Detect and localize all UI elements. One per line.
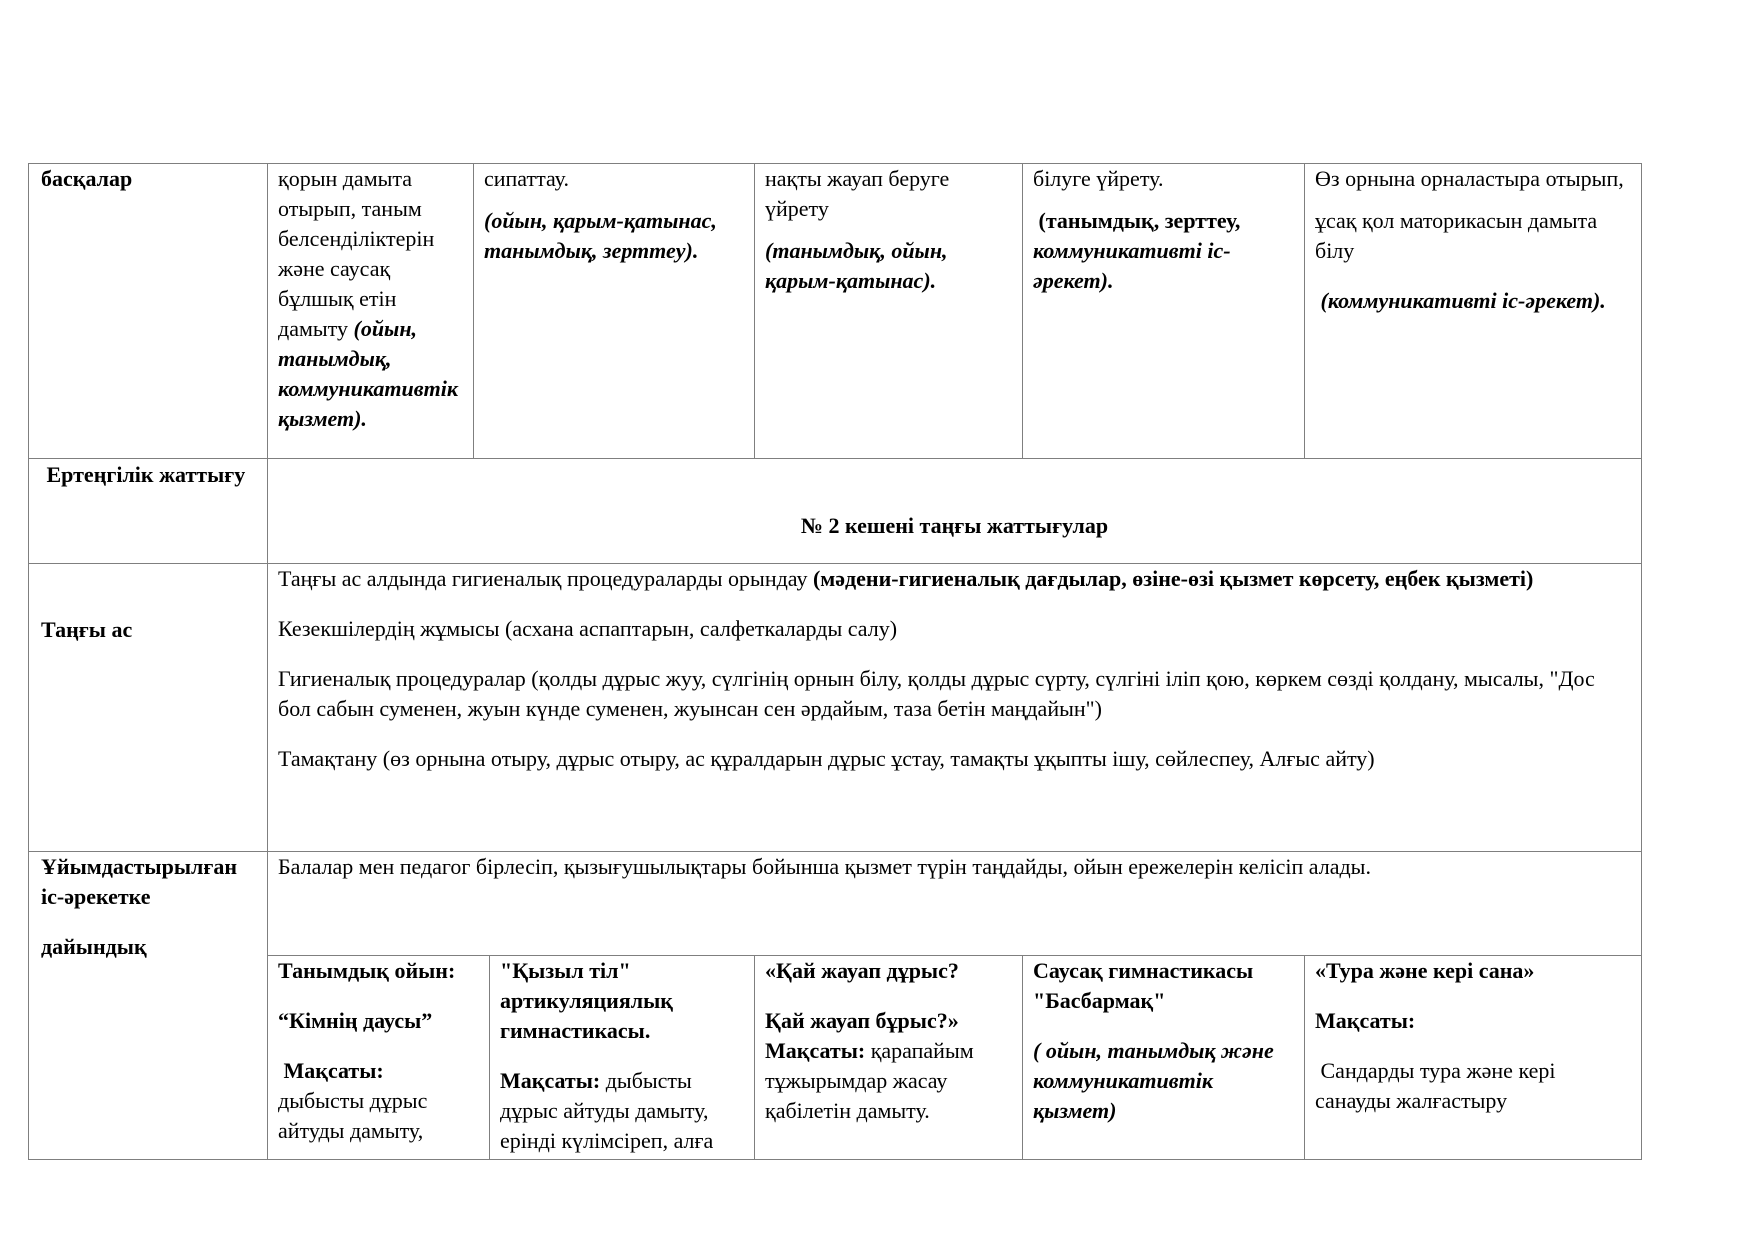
row4-cell-5-goal [1315, 1056, 1631, 1116]
row4-cell-2 [490, 956, 754, 1156]
row1-cell-5-line1: Өз орнына орналастыра отырып, [1315, 166, 1624, 191]
row4-cell-2-title: "Қызыл тіл" артикуляциялық гимнастикасы. [500, 958, 673, 1043]
row1-cell-2-tag: (ойын, қарым-қатынас, танымдық, зерттеу). [484, 208, 717, 263]
row3-para-4: Тамақтану (өз орнына отыру, дұрыс отыру, ас құралдарын дұрыс ұстау, тамақты ұқыпты ішу, сөйлеспеу, Алғыс айту) [278, 746, 1375, 771]
row2-label-text: Ертеңгілік жаттығу [46, 462, 246, 487]
row4-cell-4-title: Саусақ гимнастикасы "Басбармақ" [1033, 958, 1254, 1013]
row4-cell-3 [755, 956, 1022, 1126]
row3-para-1 [278, 564, 1631, 594]
row3-para-3: Гигиеналық процедуралар (қолды дұрыс жуу, сүлгінің орнын білу, қолды дұрыс сүрту, сүлгіні іліп қою, көркем сөзді қолдану, мысалы, "Дос бол сабын суменен, жуын күнде суменен, жуынсан сен әрдайым, таза бетін маңдайын") [278, 666, 1595, 721]
row4-cell-1-goal-text: дыбысты дұрыс айтуды дамыту, [278, 1088, 428, 1143]
table-border-bottom [28, 1159, 1641, 1160]
row2-content-cell [268, 511, 1641, 541]
row4-cell-1 [268, 956, 489, 1146]
row1-cell-2-text: сипаттау. [484, 166, 569, 191]
row4-cell-1-title2: “Кімнің даусы” [278, 1008, 433, 1033]
row1-label: басқалар [41, 166, 133, 191]
row4-label-line2: дайындық [41, 934, 147, 959]
row4-cell-4-tag: ( ойын, танымдық және коммуникативтік қызмет) [1033, 1038, 1274, 1123]
row3-para-1-text: Таңғы ас алдында гигиеналық процедураларды орындау [278, 566, 813, 591]
row4-cell-2-goal-text: дыбысты дұрыс айтуды дамыту, ерінді күлімсіреп, алға [500, 1068, 714, 1153]
row4-label-cell [31, 852, 265, 962]
row1-cell-2 [474, 164, 754, 266]
row3-label: Таңғы ас [41, 617, 133, 642]
row2-content: № 2 кешені таңғы жаттығулар [800, 513, 1109, 538]
row1-cell-4-text: білуге үйрету. [1033, 166, 1164, 191]
row1-cell-4-tag-italic: коммуникативті іс-әрекет). [1033, 238, 1231, 293]
row3-para-1-bold: (мәдени-гигиеналық дағдылар, өзіне-өзі қызмет көрсету, еңбек қызметі) [812, 566, 1534, 591]
row4-cell-3-goal-text: қарапайым тұжырымдар жасау қабілетін дамыту. [765, 1038, 974, 1123]
row1-cell-4 [1023, 164, 1304, 296]
row3-para-2: Кезекшілердің жұмысы (асхана аспаптарын, салфеткаларды салу) [278, 616, 898, 641]
row4-cell-1-title1: Танымдық ойын: [278, 958, 456, 983]
row1-cell-4-tag-bold: (танымдық, зерттеу, [1038, 208, 1241, 233]
row4-cell-4 [1023, 956, 1304, 1126]
row1-cell-5-tag [1315, 286, 1631, 316]
row4-label-line1: Ұйымдастырылған іс-әрекетке [41, 854, 238, 909]
row1-cell-3-tag: (танымдық, ойын, қарым-қатынас). [765, 238, 948, 293]
row4-cell-3-title2: Қай жауап бұрыс?» [765, 1008, 959, 1033]
row1-cell-4-tag [1033, 206, 1294, 296]
row4-intro-cell [268, 852, 1641, 882]
row1-label-cell [31, 164, 265, 194]
row1-cell-5-line2: ұсақ қол маторикасын дамыта білу [1315, 208, 1598, 263]
row1-cell-5-tag-text: (коммуникативті іс-әрекет). [1320, 288, 1606, 313]
row4-cell-5-goal-label: Мақсаты: [1315, 1008, 1416, 1033]
row3-label-cell [31, 615, 265, 645]
table-border-right [1641, 163, 1642, 1160]
row4-cell-5 [1305, 956, 1641, 1116]
row2-label [41, 460, 255, 490]
row4-intro: Балалар мен педагог бірлесіп, қызығушылықтары бойынша қызмет түрін таңдайды, ойын ережелерін келісіп алады. [278, 854, 1371, 879]
row4-cell-5-title: «Тура және кері сана» [1315, 958, 1535, 983]
row3-content-cell [268, 564, 1641, 774]
row1-cell-5 [1305, 164, 1641, 316]
row4-cell-3-goal-label: Мақсаты: [765, 1038, 866, 1063]
row1-cell-1-tag: (ойын, танымдық, коммуникативтік қызмет). [278, 316, 458, 431]
row2-label-cell [31, 460, 265, 490]
table-border-row2 [28, 458, 1641, 459]
row4-cell-3-goal [765, 1036, 1012, 1126]
row1-cell-1-text [278, 164, 463, 434]
row1-cell-1 [268, 164, 473, 434]
row4-cell-1-goal-label [278, 1056, 479, 1086]
row4-cell-2-goal [500, 1066, 744, 1156]
row4-cell-2-goal-label: Мақсаты: [500, 1068, 601, 1093]
row1-cell-3-text: нақты жауап беруге үйрету [765, 166, 950, 221]
table-border-left [28, 163, 29, 1160]
row1-cell-3 [755, 164, 1022, 296]
row4-cell-5-goal-text: Сандарды тура және кері санауды жалғастыру [1315, 1058, 1556, 1113]
row4-cell-3-title1: «Қай жауап дұрыс? [765, 958, 959, 983]
row4-cell-1-goal-label-text: Мақсаты: [283, 1058, 384, 1083]
row1-cell-1-body: қорын дамыта отырып, таным белсенділіктерін және саусақ бұлшық етін дамыту [278, 166, 435, 341]
